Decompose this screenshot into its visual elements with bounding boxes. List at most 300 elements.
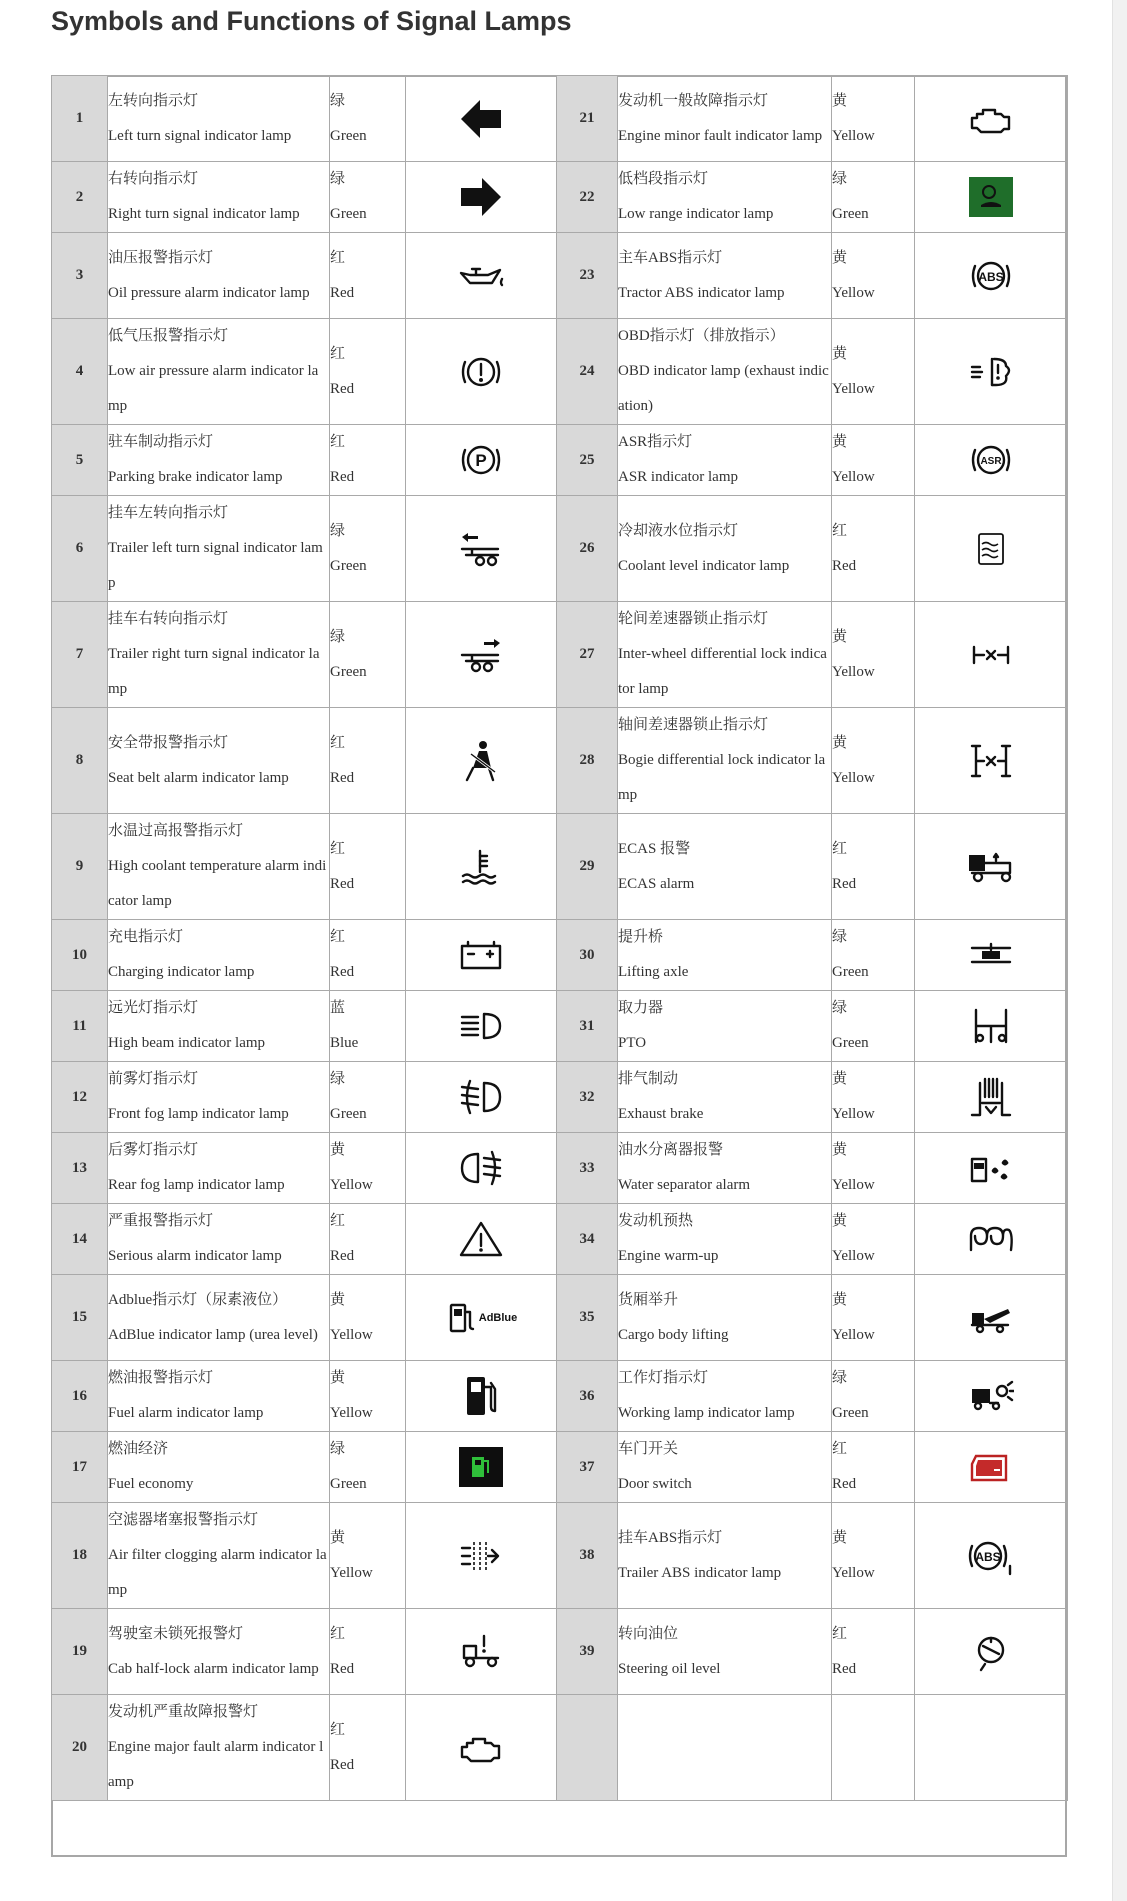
lamp-number-cell bbox=[52, 233, 108, 319]
lamp-name-en: ASR indicator lamp bbox=[618, 469, 738, 485]
lamp-description-cell bbox=[108, 1432, 330, 1503]
lamp-color-en: Yellow bbox=[832, 769, 875, 786]
table-row bbox=[52, 162, 1068, 233]
lamp-number: 19 bbox=[72, 1643, 87, 1659]
lamp-description-cell bbox=[108, 1275, 330, 1361]
lamp-color-cn: 绿 bbox=[330, 522, 346, 539]
lamp-number-cell bbox=[52, 1133, 108, 1204]
lamp-name-cn: 货厢举升 bbox=[618, 1291, 679, 1308]
lamp-color-en: Red bbox=[330, 875, 355, 892]
lamp-icon-cell bbox=[915, 233, 1068, 319]
lamp-name-cn: 前雾灯指示灯 bbox=[108, 1071, 199, 1087]
lamp-icon-cell bbox=[406, 1361, 557, 1432]
engine-minor-fault-icon bbox=[969, 109, 1013, 126]
lamp-name-en: Left turn signal indicator lamp bbox=[108, 127, 292, 144]
lamp-icon-cell bbox=[915, 76, 1068, 162]
lamp-name-en: Serious alarm indicator lamp bbox=[108, 1248, 282, 1264]
lamp-name-en: Door switch bbox=[618, 1476, 692, 1492]
inter-wheel-diff-lock-icon bbox=[968, 645, 1014, 662]
front-fog-icon bbox=[458, 1088, 504, 1105]
lamp-description-cell bbox=[108, 1133, 330, 1204]
coolant-level-icon bbox=[974, 539, 1008, 556]
lamp-color-cell bbox=[330, 1503, 406, 1609]
lamp-icon-cell bbox=[915, 708, 1068, 814]
lamp-number-cell bbox=[557, 76, 618, 162]
table-row bbox=[52, 76, 1068, 162]
lamp-description-cell bbox=[108, 602, 330, 708]
lamp-color-cell bbox=[832, 602, 915, 708]
lamp-number: 16 bbox=[72, 1387, 87, 1404]
lamp-color-en: Yellow bbox=[832, 1177, 875, 1193]
lamp-color-cn: 红 bbox=[330, 1721, 346, 1738]
exhaust-brake-icon bbox=[968, 1088, 1014, 1105]
lamp-name-cn: 工作灯指示灯 bbox=[618, 1370, 709, 1386]
lamp-name-en: Oil pressure alarm indicator lamp bbox=[108, 284, 310, 301]
lamp-name-en: Coolant level indicator lamp bbox=[618, 557, 790, 574]
lamp-description-cell bbox=[618, 1609, 832, 1695]
lamp-number: 36 bbox=[579, 1387, 595, 1404]
empty-cell bbox=[915, 1695, 1068, 1801]
lamp-description-cell bbox=[618, 76, 832, 162]
lamp-color-cn: 黄 bbox=[832, 628, 848, 645]
lamp-icon-cell bbox=[915, 1503, 1068, 1609]
lamp-name-en: Air filter clogging alarm indicator lamp bbox=[108, 1547, 327, 1598]
lamp-number: 12 bbox=[72, 1088, 87, 1105]
glow-plug-icon bbox=[967, 1230, 1015, 1247]
lamp-number: 6 bbox=[75, 540, 84, 556]
lamp-color-en: Red bbox=[330, 284, 355, 301]
lamp-description-cell bbox=[618, 920, 832, 991]
lamp-number-cell bbox=[557, 602, 618, 708]
lamp-number: 18 bbox=[72, 1547, 87, 1563]
lamp-name-en: Trailer left turn signal indicator lamp bbox=[108, 540, 323, 591]
lamp-number-cell bbox=[557, 1503, 618, 1609]
lamp-number: 5 bbox=[75, 451, 84, 468]
lamp-color-cn: 红 bbox=[330, 1213, 346, 1229]
lamp-name-cn: 左转向指示灯 bbox=[108, 92, 199, 109]
table-row bbox=[52, 1133, 1068, 1204]
lamp-name-cn: 充电指示灯 bbox=[108, 929, 184, 945]
lamp-color-en: Red bbox=[832, 557, 857, 574]
lamp-name-en: Cargo body lifting bbox=[618, 1326, 729, 1343]
high-beam-icon bbox=[458, 1017, 504, 1034]
lamp-description-cell bbox=[108, 1503, 330, 1609]
lamp-color-cn: 黄 bbox=[832, 734, 848, 751]
lamp-color-en: Yellow bbox=[832, 1326, 875, 1343]
bogie-diff-lock-icon bbox=[968, 751, 1014, 768]
lamp-icon-cell bbox=[915, 1609, 1068, 1695]
lamp-name-en: Low air pressure alarm indicator lamp bbox=[108, 363, 319, 414]
lamp-name-cn: 车门开关 bbox=[618, 1441, 679, 1457]
lamp-description-cell bbox=[618, 991, 832, 1062]
lamp-name-en: Engine warm-up bbox=[618, 1248, 719, 1264]
asr-icon bbox=[968, 451, 1014, 468]
lamp-color-en: Red bbox=[330, 964, 355, 980]
lamp-description-cell bbox=[108, 162, 330, 233]
lamp-number-cell bbox=[557, 496, 618, 602]
lamp-name-cn: 提升桥 bbox=[618, 929, 664, 945]
lamp-name-en: Engine major fault alarm indicator lamp bbox=[108, 1739, 324, 1790]
lamp-number-cell bbox=[52, 814, 108, 920]
lamp-color-cell bbox=[330, 920, 406, 991]
lamp-icon-cell bbox=[915, 602, 1068, 708]
lamp-icon-cell bbox=[406, 602, 557, 708]
lamp-number-cell bbox=[52, 1275, 108, 1361]
lamp-name-en: Lifting axle bbox=[618, 964, 689, 980]
lamp-name-en: Steering oil level bbox=[618, 1660, 721, 1677]
lamp-name-en: AdBlue indicator lamp (urea level) bbox=[108, 1326, 318, 1343]
low-air-pressure-icon bbox=[458, 362, 504, 379]
lamp-color-cell bbox=[330, 319, 406, 425]
lamp-icon-cell bbox=[406, 233, 557, 319]
lamp-number: 33 bbox=[579, 1159, 595, 1176]
lamp-color-cn: 蓝 bbox=[330, 1000, 346, 1016]
lamp-number: 15 bbox=[72, 1309, 87, 1325]
water-separator-icon bbox=[968, 1159, 1014, 1176]
table-row bbox=[52, 1432, 1068, 1503]
lamp-color-cell bbox=[832, 920, 915, 991]
lamp-name-cn: 油水分离器报警 bbox=[618, 1142, 724, 1158]
lamp-color-cell bbox=[330, 814, 406, 920]
lamp-color-cn: 黄 bbox=[832, 1213, 848, 1229]
lamp-name-cn: 严重报警指示灯 bbox=[108, 1213, 214, 1229]
lamp-number-cell bbox=[52, 319, 108, 425]
lamp-color-cell bbox=[832, 496, 915, 602]
lamp-color-en: Yellow bbox=[832, 127, 875, 144]
lamp-color-cn: 黄 bbox=[330, 1142, 346, 1158]
lamp-number-cell bbox=[52, 920, 108, 991]
lamp-color-cell bbox=[832, 1361, 915, 1432]
lamp-description-cell bbox=[108, 991, 330, 1062]
lamp-color-cell bbox=[832, 76, 915, 162]
lamp-color-en: Yellow bbox=[330, 1326, 373, 1343]
lamp-color-cell bbox=[330, 162, 406, 233]
lamp-color-en: Red bbox=[330, 1248, 355, 1264]
door-icon bbox=[968, 1458, 1014, 1475]
lamp-name-en: Bogie differential lock indicator lamp bbox=[618, 752, 826, 803]
lamp-name-cn: 燃油经济 bbox=[108, 1441, 169, 1457]
lamp-color-en: Yellow bbox=[832, 1248, 875, 1264]
empty-cell bbox=[557, 1695, 618, 1801]
abs-icon bbox=[968, 266, 1014, 283]
lamp-name-cn: 发动机预热 bbox=[618, 1213, 694, 1229]
lamp-name-en: Low range indicator lamp bbox=[618, 206, 774, 222]
lamp-number-cell bbox=[557, 425, 618, 496]
lamp-color-en: Yellow bbox=[832, 469, 875, 485]
lamp-number: 37 bbox=[579, 1458, 595, 1475]
lamp-icon-cell bbox=[406, 991, 557, 1062]
lamp-name-cn: 驻车制动指示灯 bbox=[108, 434, 214, 450]
lamp-number-cell bbox=[557, 1062, 618, 1133]
lamp-color-en: Green bbox=[330, 557, 367, 574]
lamp-name-cn: 油压报警指示灯 bbox=[108, 249, 214, 266]
lamp-number: 21 bbox=[579, 110, 595, 126]
lamp-number-cell bbox=[557, 1609, 618, 1695]
lamp-icon-cell bbox=[406, 1609, 557, 1695]
lamp-icon-cell bbox=[915, 425, 1068, 496]
lamp-color-cell bbox=[832, 425, 915, 496]
lamp-color-en: Green bbox=[330, 127, 367, 144]
lamp-description-cell bbox=[618, 425, 832, 496]
working-lamp-icon bbox=[968, 1387, 1014, 1404]
lamp-number: 23 bbox=[579, 267, 595, 283]
lamp-number: 27 bbox=[579, 646, 595, 662]
lamp-icon-cell bbox=[915, 1275, 1068, 1361]
lamp-icon-cell bbox=[406, 496, 557, 602]
lamp-color-cn: 黄 bbox=[832, 1291, 848, 1308]
lamp-icon-cell bbox=[915, 1204, 1068, 1275]
table-row bbox=[52, 814, 1068, 920]
lamp-icon-cell bbox=[915, 319, 1068, 425]
lamp-description-cell bbox=[108, 319, 330, 425]
lamp-name-cn: 安全带报警指示灯 bbox=[108, 734, 229, 751]
lamp-name-cn: ASR指示灯 bbox=[618, 434, 693, 450]
lamp-number-cell bbox=[52, 991, 108, 1062]
lamp-name-en: ECAS alarm bbox=[618, 875, 695, 892]
lamp-icon-cell bbox=[915, 814, 1068, 920]
lamp-color-cn: 红 bbox=[832, 522, 848, 539]
cab-lock-icon bbox=[458, 1642, 504, 1659]
lamp-color-en: Yellow bbox=[832, 1564, 875, 1581]
lamp-color-cn: 红 bbox=[330, 734, 346, 751]
lamp-description-cell bbox=[618, 1361, 832, 1432]
svg-text:P: P bbox=[475, 451, 487, 470]
lamp-color-cell bbox=[832, 708, 915, 814]
lamp-name-en: Seat belt alarm indicator lamp bbox=[108, 769, 289, 786]
table-row bbox=[52, 991, 1068, 1062]
lamp-color-en: Red bbox=[832, 875, 857, 892]
lamp-description-cell bbox=[108, 814, 330, 920]
lamp-color-en: Blue bbox=[330, 1035, 359, 1051]
lamp-color-cell bbox=[832, 1275, 915, 1361]
lamp-name-cn: 远光灯指示灯 bbox=[108, 1000, 199, 1016]
lamp-icon-cell bbox=[406, 814, 557, 920]
lamp-description-cell bbox=[108, 708, 330, 814]
lamp-number: 17 bbox=[72, 1458, 87, 1475]
lamp-description-cell bbox=[618, 1204, 832, 1275]
lamp-color-cell bbox=[330, 76, 406, 162]
lamp-name-en: Fuel economy bbox=[108, 1476, 194, 1492]
lamp-color-cn: 红 bbox=[832, 840, 848, 857]
lamp-icon-cell bbox=[406, 1062, 557, 1133]
table-row bbox=[52, 602, 1068, 708]
lamp-name-cn: 驾驶室未锁死报警灯 bbox=[108, 1625, 244, 1642]
lamp-color-en: Green bbox=[832, 1405, 869, 1421]
lamp-color-en: Green bbox=[330, 663, 367, 680]
lamp-name-en: Charging indicator lamp bbox=[108, 964, 255, 980]
lamp-icon-cell bbox=[406, 1695, 557, 1801]
lamp-color-cn: 红 bbox=[330, 249, 346, 266]
lamp-number-cell bbox=[52, 1609, 108, 1695]
lamp-number: 30 bbox=[579, 946, 595, 963]
lamp-icon-cell bbox=[915, 1432, 1068, 1503]
page-scrollbar[interactable] bbox=[1112, 0, 1127, 1901]
lamp-number-cell bbox=[557, 991, 618, 1062]
signal-lamp-table-frame bbox=[51, 75, 1067, 1857]
lamp-number-cell bbox=[52, 425, 108, 496]
left-turn-arrow-icon bbox=[458, 109, 504, 126]
lamp-color-en: Green bbox=[330, 1476, 367, 1492]
lamp-name-cn: 低气压报警指示灯 bbox=[108, 328, 229, 344]
lamp-color-en: Yellow bbox=[330, 1405, 373, 1421]
lamp-color-en: Red bbox=[330, 380, 355, 397]
lamp-name-en: Parking brake indicator lamp bbox=[108, 469, 283, 485]
lamp-description-cell bbox=[618, 1133, 832, 1204]
lamp-name-cn: 燃油报警指示灯 bbox=[108, 1370, 214, 1386]
rear-fog-icon bbox=[458, 1159, 504, 1176]
lamp-color-en: Yellow bbox=[330, 1564, 373, 1581]
svg-text:ASR: ASR bbox=[980, 456, 1002, 467]
lamp-icon-cell bbox=[915, 1133, 1068, 1204]
lamp-name-cn: 转向油位 bbox=[618, 1625, 679, 1642]
lamp-name-en: High beam indicator lamp bbox=[108, 1035, 266, 1051]
lamp-color-cn: 红 bbox=[832, 1625, 848, 1642]
lamp-color-cell bbox=[832, 162, 915, 233]
lamp-number: 9 bbox=[75, 858, 84, 874]
table-row bbox=[52, 708, 1068, 814]
lamp-number-cell bbox=[52, 1062, 108, 1133]
lamp-number: 4 bbox=[75, 363, 84, 379]
lamp-description-cell bbox=[618, 319, 832, 425]
lamp-number-cell bbox=[557, 1432, 618, 1503]
lamp-name-en: Rear fog lamp indicator lamp bbox=[108, 1177, 285, 1193]
lamp-number-cell bbox=[557, 1133, 618, 1204]
lamp-color-en: Green bbox=[330, 206, 367, 222]
lamp-name-en: Trailer ABS indicator lamp bbox=[618, 1564, 782, 1581]
right-turn-arrow-icon bbox=[458, 188, 504, 205]
lamp-color-cell bbox=[330, 1361, 406, 1432]
lamp-name-en: High coolant temperature alarm indicator lamp bbox=[108, 858, 327, 909]
lamp-number: 28 bbox=[579, 752, 595, 768]
cargo-lifting-icon bbox=[968, 1308, 1014, 1325]
pto-icon bbox=[968, 1017, 1014, 1034]
obd-exhaust-icon bbox=[968, 362, 1014, 379]
lamp-number-cell bbox=[52, 1204, 108, 1275]
lamp-name-cn: Adblue指示灯（尿素液位） bbox=[108, 1291, 288, 1308]
lamp-color-cn: 绿 bbox=[330, 628, 346, 645]
lamp-color-cell bbox=[832, 319, 915, 425]
lamp-color-cn: 红 bbox=[330, 840, 346, 857]
lamp-number-cell bbox=[52, 1361, 108, 1432]
lamp-name-en: Trailer right turn signal indicator lamp bbox=[108, 646, 320, 697]
table-row bbox=[52, 1361, 1068, 1432]
lamp-color-cell bbox=[330, 496, 406, 602]
lamp-color-cn: 绿 bbox=[330, 92, 346, 109]
low-range-icon bbox=[969, 188, 1013, 205]
lamp-icon-cell bbox=[406, 162, 557, 233]
lamp-color-cn: 绿 bbox=[330, 1441, 346, 1457]
lamp-description-cell bbox=[108, 920, 330, 991]
lamp-number-cell bbox=[557, 1275, 618, 1361]
lamp-color-cell bbox=[832, 1133, 915, 1204]
lamp-description-cell bbox=[108, 1361, 330, 1432]
lamp-icon-cell bbox=[915, 991, 1068, 1062]
lamp-number-cell bbox=[557, 233, 618, 319]
lamp-icon-cell bbox=[915, 162, 1068, 233]
lamp-number: 10 bbox=[72, 946, 87, 963]
lamp-color-en: Red bbox=[330, 769, 355, 786]
svg-text:ABS: ABS bbox=[978, 269, 1004, 284]
lamp-name-cn: 右转向指示灯 bbox=[108, 171, 199, 187]
lamp-name-cn: 主车ABS指示灯 bbox=[618, 249, 723, 266]
lamp-description-cell bbox=[618, 814, 832, 920]
lamp-number-cell bbox=[557, 162, 618, 233]
lamp-description-cell bbox=[618, 1062, 832, 1133]
lamp-color-cell bbox=[330, 602, 406, 708]
lamp-color-en: Yellow bbox=[832, 284, 875, 301]
lamp-number-cell bbox=[557, 920, 618, 991]
table-row bbox=[52, 496, 1068, 602]
lamp-description-cell bbox=[108, 233, 330, 319]
lamp-name-cn: 轮间差速器锁止指示灯 bbox=[618, 611, 769, 627]
lamp-color-en: Green bbox=[330, 1106, 367, 1122]
lamp-color-en: Yellow bbox=[832, 663, 875, 680]
lamp-color-en: Green bbox=[832, 964, 869, 980]
lamp-icon-cell bbox=[406, 1503, 557, 1609]
lamp-number: 26 bbox=[579, 540, 595, 556]
lamp-number: 20 bbox=[72, 1739, 87, 1755]
lamp-name-cn: ECAS 报警 bbox=[618, 840, 691, 857]
lamp-icon-cell bbox=[406, 1432, 557, 1503]
lamp-color-cn: 绿 bbox=[832, 171, 848, 187]
lamp-icon-cell bbox=[406, 1133, 557, 1204]
lamp-color-cell bbox=[330, 1432, 406, 1503]
lamp-color-cell bbox=[330, 1609, 406, 1695]
battery-icon bbox=[458, 946, 504, 963]
trailer-right-turn-icon bbox=[458, 645, 504, 662]
table-row bbox=[52, 1275, 1068, 1361]
lamp-description-cell bbox=[108, 496, 330, 602]
lifting-axle-icon bbox=[968, 946, 1014, 963]
signal-lamp-table bbox=[51, 75, 1068, 1801]
adblue-icon bbox=[445, 1308, 518, 1325]
page-title: Symbols and Functions of Signal Lamps bbox=[51, 6, 572, 36]
lamp-color-en: Yellow bbox=[832, 380, 875, 397]
lamp-color-cell bbox=[832, 1503, 915, 1609]
lamp-color-cell bbox=[832, 1432, 915, 1503]
lamp-number: 31 bbox=[579, 1017, 595, 1034]
engine-major-fault-icon bbox=[459, 1738, 503, 1755]
lamp-icon-cell bbox=[406, 920, 557, 991]
lamp-name-cn: 挂车ABS指示灯 bbox=[618, 1529, 723, 1546]
lamp-color-en: Red bbox=[832, 1660, 857, 1677]
lamp-number: 22 bbox=[579, 188, 595, 205]
lamp-color-cn: 黄 bbox=[330, 1291, 346, 1308]
lamp-description-cell bbox=[618, 708, 832, 814]
lamp-number-cell bbox=[52, 602, 108, 708]
adblue-icon-label: AdBlue bbox=[478, 1311, 518, 1324]
lamp-color-en: Red bbox=[832, 1476, 857, 1492]
empty-cell bbox=[832, 1695, 915, 1801]
lamp-name-en: Working lamp indicator lamp bbox=[618, 1405, 795, 1421]
lamp-description-cell bbox=[108, 1609, 330, 1695]
lamp-number-cell bbox=[557, 1204, 618, 1275]
lamp-icon-cell bbox=[406, 425, 557, 496]
lamp-number: 29 bbox=[579, 858, 595, 874]
lamp-color-cn: 绿 bbox=[330, 171, 346, 187]
table-row bbox=[52, 319, 1068, 425]
lamp-name-en: Tractor ABS indicator lamp bbox=[618, 284, 785, 301]
lamp-icon-cell bbox=[915, 1361, 1068, 1432]
lamp-number-cell bbox=[557, 708, 618, 814]
lamp-name-cn: 冷却液水位指示灯 bbox=[618, 522, 739, 539]
lamp-number-cell bbox=[557, 814, 618, 920]
lamp-color-cell bbox=[330, 425, 406, 496]
lamp-name-cn: 轴间差速器锁止指示灯 bbox=[618, 717, 769, 733]
seat-belt-icon bbox=[461, 751, 501, 768]
lamp-description-cell bbox=[108, 1062, 330, 1133]
lamp-name-en: Engine minor fault indicator lamp bbox=[618, 127, 823, 144]
